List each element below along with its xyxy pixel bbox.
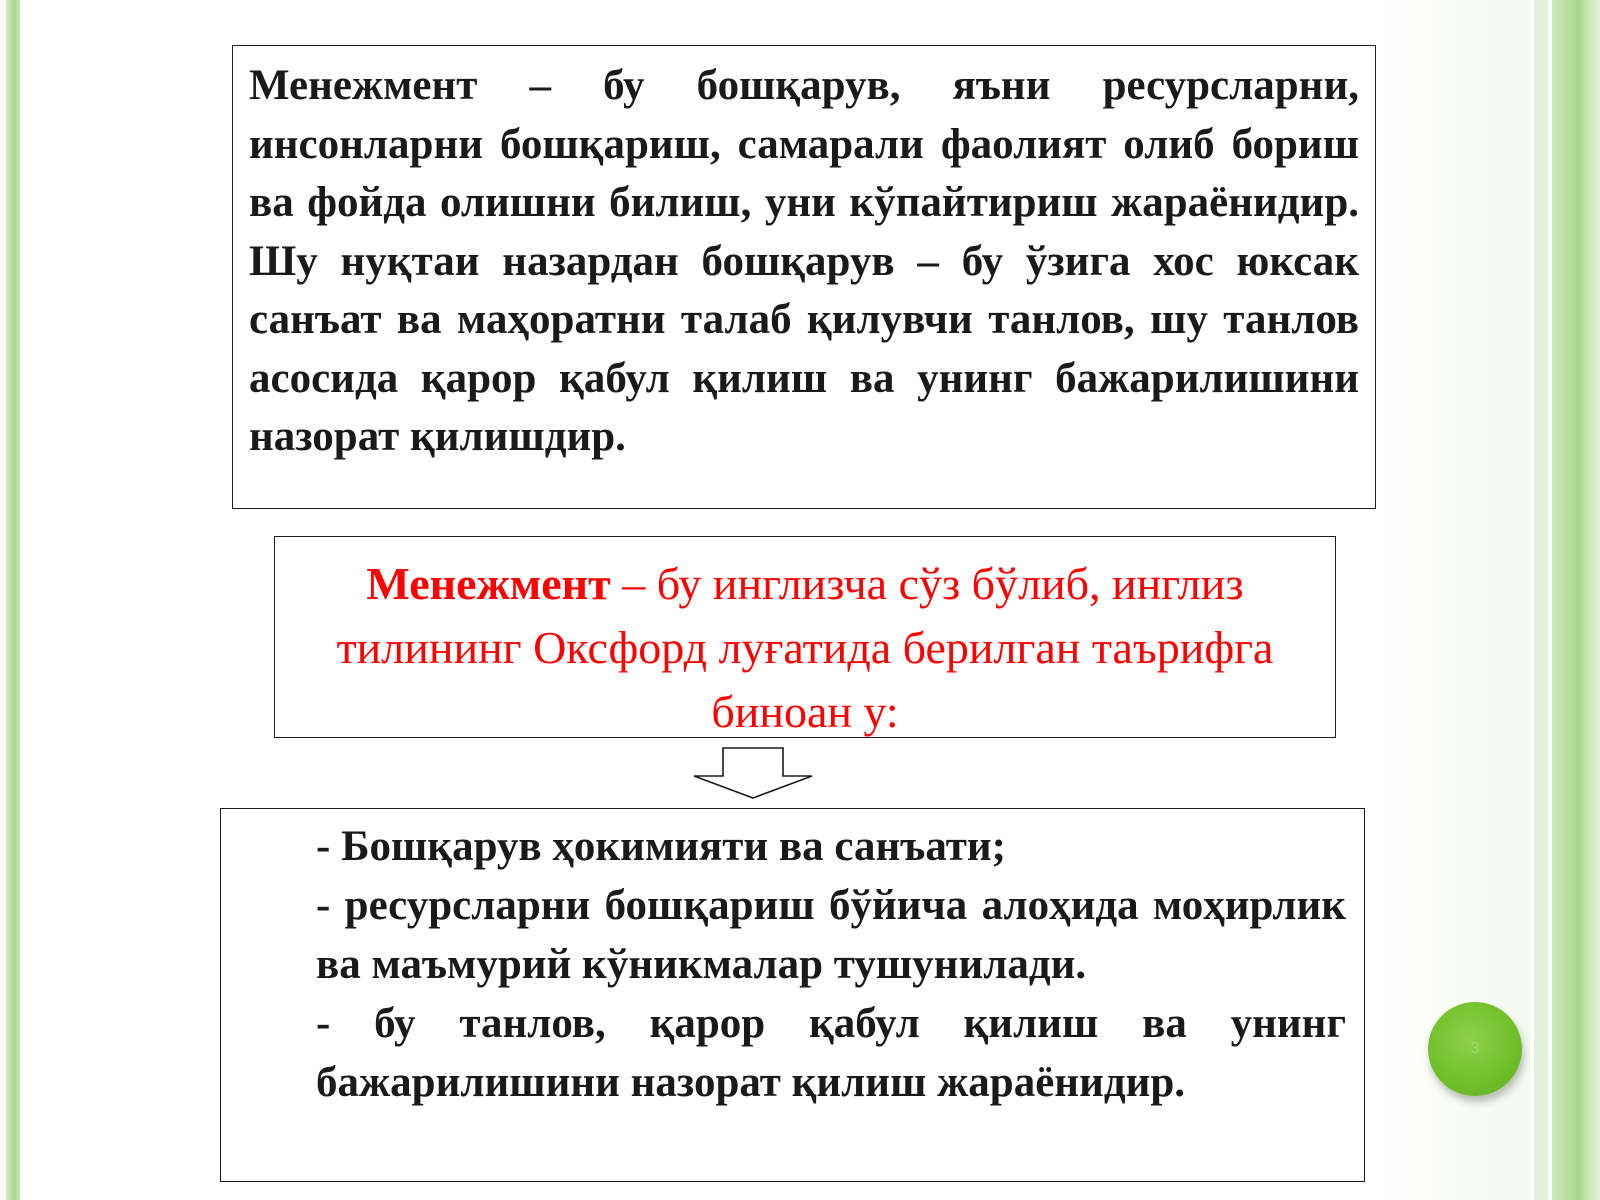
definition-text: Менежмент – бу бошқарув, яъни ресурсларни, инсонларни бошқариш, самарали фаолият олиб бориш ва фойда олишни билиш, уни кўпайтириш жараёнидир. Шу нуқтаи назардан бошқарув – бу ўзига хос юксак санъат ва маҳоратни талаб қилувчи танлов, шу танлов асосида қарор қабул қилиш ва унинг бажарилишини назорат қилишдир. (249, 62, 1359, 460)
page-number: 3 (1470, 1040, 1480, 1057)
etymology-term: Менежмент (366, 558, 611, 609)
list-item: - бу танлов, қарор қабул қилиш ва унинг бажарилишини назорат қилиш жараёнидир. (316, 1000, 1346, 1106)
right-decor-stripes (1530, 0, 1600, 1200)
etymology-rest: – бу инглизча сўз бўлиб, инглиз тилининг Оксфорд луғатида берилган таърифга биноан у: (336, 558, 1274, 737)
list-content (316, 817, 1346, 1112)
list-item: - ресурсларни бошқариш бўйича алоҳида моҳирлик ва маъмурий кўникмалар тушунилади. (316, 882, 1346, 988)
list-item: - Бошқарув ҳокимияти ва санъати; (316, 823, 1006, 870)
etymology-text (290, 552, 1320, 744)
page-number-badge (1428, 1002, 1522, 1096)
left-decor-stripe (6, 0, 20, 1200)
down-arrow-icon (692, 746, 814, 800)
